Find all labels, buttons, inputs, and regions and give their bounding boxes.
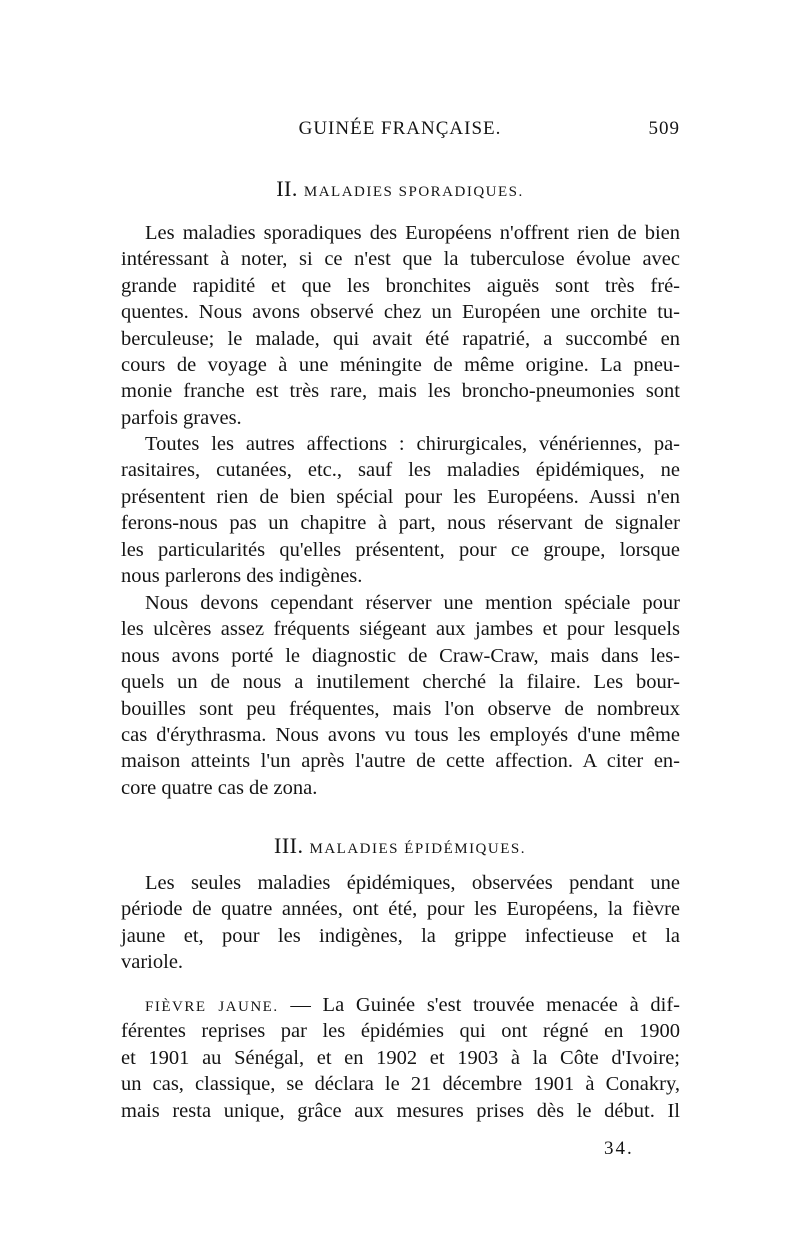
page-number: 509 bbox=[648, 118, 680, 139]
paragraph-3 bbox=[121, 590, 680, 801]
text-line: férentes reprises par les épidémies qui ont régné en 1900 bbox=[121, 1020, 680, 1043]
text-line: jaune et, pour les indigènes, la grippe infectieuse et la bbox=[121, 924, 680, 947]
section-numeral: II. bbox=[276, 176, 298, 201]
text-line: cas d'érythrasma. Nous avons vu tous les employés d'une même bbox=[121, 723, 680, 746]
text-line: mais resta unique, grâce aux mesures prises dès le début. Il bbox=[121, 1099, 680, 1122]
text-line: les particularités qu'elles présentent, pour ce groupe, lorsque bbox=[121, 538, 680, 561]
text-line bbox=[121, 992, 680, 1018]
text-line: quentes. Nous avons observé chez un Européen une orchite tu- bbox=[121, 301, 680, 324]
text-line: période de quatre années, ont été, pour les Européens, la fièvre bbox=[121, 898, 680, 921]
text-line: ferons-nous pas un chapitre à part, nous réservant de signaler bbox=[121, 512, 680, 535]
text-line: les ulcères assez fréquents siégeant aux jambes et pour lesquels bbox=[121, 618, 680, 641]
signature-mark: 34. bbox=[604, 1138, 634, 1159]
running-head bbox=[120, 118, 680, 146]
text-line: nous avons porté le diagnostic de Craw-Craw, mais dans les- bbox=[121, 644, 680, 667]
text-line: présentent rien de bien spécial pour les Européens. Aussi n'en bbox=[121, 485, 680, 508]
text-line: Les maladies sporadiques des Européens n'offrent rien de bien bbox=[145, 222, 680, 244]
section-heading-ii bbox=[120, 176, 680, 202]
running-title: GUINÉE FRANÇAISE. bbox=[298, 118, 502, 139]
run-in-heading: FIÈVRE JAUNE. bbox=[145, 999, 279, 1015]
paragraph-2 bbox=[121, 431, 680, 589]
text-line: core quatre cas de zona. bbox=[121, 776, 318, 799]
text-line: monie franche est très rare, mais les broncho-pneumonies sont bbox=[121, 380, 680, 403]
text-run: — La Guinée s'est trouvée menacée à dif- bbox=[278, 994, 681, 1016]
text-line: berculeuse; le malade, qui avait été rapatrié, a succombé en bbox=[121, 327, 680, 350]
paragraph-4 bbox=[121, 870, 680, 976]
text-line: rasitaires, cutanées, etc., sauf les maladies épidémiques, ne bbox=[121, 459, 680, 482]
text-line: Les seules maladies épidémiques, observées pendant une bbox=[145, 872, 680, 894]
text-line: Nous devons cependant réserver une mention spéciale pour bbox=[145, 592, 680, 614]
paragraph-1 bbox=[121, 220, 680, 431]
section-title: MALADIES ÉPIDÉMIQUES. bbox=[309, 841, 526, 857]
text-line: cours de voyage à une méningite de même origine. La pneu- bbox=[121, 353, 680, 376]
text-line: bouilles sont peu fréquentes, mais l'on observe de nombreux bbox=[121, 697, 680, 720]
section-title: MALADIES SPORADIQUES. bbox=[303, 184, 524, 200]
section-heading-iii bbox=[120, 833, 680, 859]
text-line: un cas, classique, se déclara le 21 décembre 1901 à Conakry, bbox=[121, 1073, 680, 1096]
text-line: grande rapidité et que les bronchites aiguës sont très fré- bbox=[121, 274, 680, 297]
text-line: maison atteints l'un après l'autre de cette affection. A citer en- bbox=[121, 750, 680, 773]
text-line: intéressant à noter, si ce n'est que la tuberculose évolue avec bbox=[121, 248, 680, 271]
section-numeral: III. bbox=[274, 833, 304, 858]
text-line: et 1901 au Sénégal, et en 1902 et 1903 à la Côte d'Ivoire; bbox=[121, 1046, 680, 1069]
paragraph-5 bbox=[121, 992, 680, 1124]
text-line: nous parlerons des indigènes. bbox=[121, 564, 363, 587]
text-line: quels un de nous a inutilement cherché la filaire. Les bour- bbox=[121, 671, 680, 694]
text-line: Toutes les autres affections : chirurgicales, vénériennes, pa- bbox=[145, 433, 680, 455]
text-line: variole. bbox=[121, 951, 184, 974]
text-line: parfois graves. bbox=[121, 406, 242, 429]
